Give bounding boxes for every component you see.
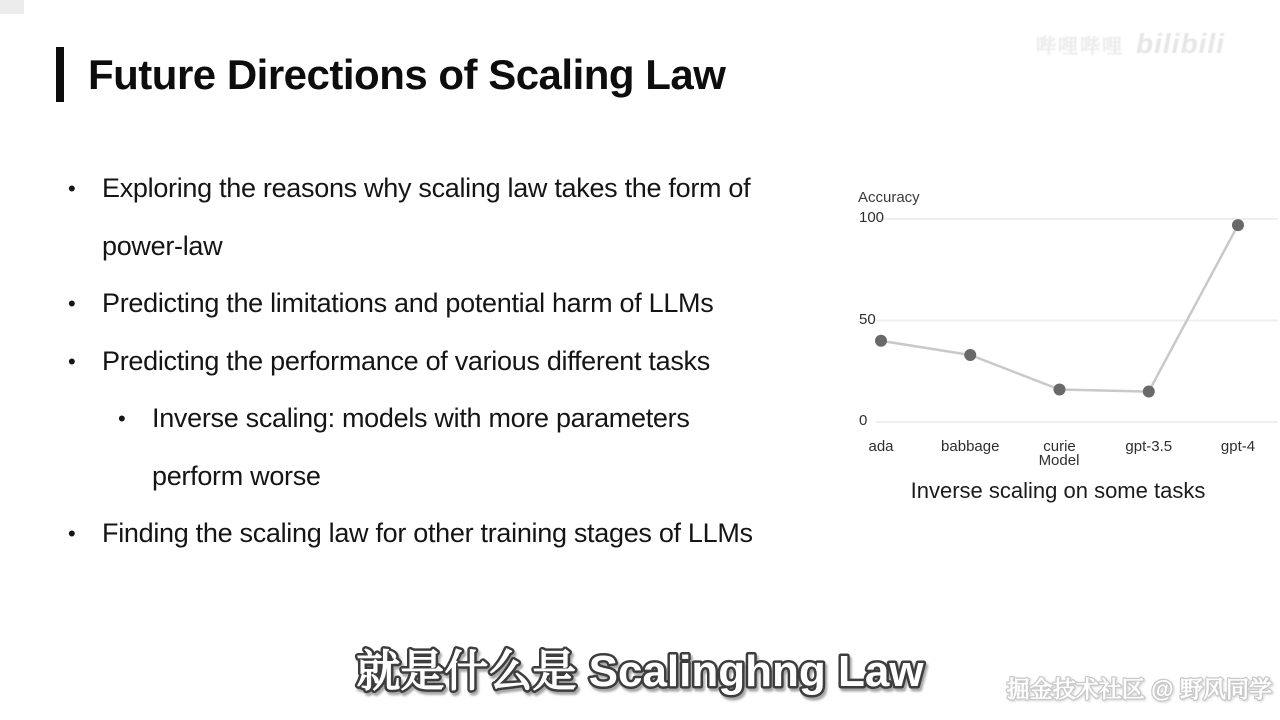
list-item	[68, 160, 868, 275]
bullet-marker: •	[68, 176, 76, 201]
bullet-line: Predicting the limitations and potential harm of LLMs	[102, 288, 714, 318]
y-tick-label: 0	[859, 412, 868, 429]
chart-caption: Inverse scaling on some tasks	[910, 478, 1206, 503]
bullet-marker: •	[68, 348, 76, 374]
x-axis-title: Model	[1038, 452, 1080, 469]
bullet-text	[102, 505, 753, 563]
x-tick-label: ada	[868, 438, 894, 455]
data-point	[964, 349, 976, 361]
inverse-scaling-chart	[848, 186, 1280, 526]
list-item-sub	[118, 390, 868, 505]
credit-text: 掘金技术社区 @ 野风同学	[1006, 676, 1272, 702]
list-item	[68, 505, 868, 563]
page-title: Future Directions of Scaling Law	[88, 51, 726, 98]
data-point	[875, 335, 887, 347]
list-item	[68, 275, 868, 333]
bullet-marker: •	[118, 406, 126, 431]
y-tick-label: 50	[859, 310, 876, 328]
title-accent-bar	[56, 47, 64, 102]
x-tick-label: gpt-4	[1220, 438, 1256, 455]
y-axis-title: Accuracy	[858, 189, 920, 206]
subtitle-text: 就是什么是 Scalinghng Law	[356, 647, 924, 696]
x-tick-label: babbage	[941, 438, 1000, 455]
data-point	[1232, 219, 1244, 231]
series-line	[881, 225, 1238, 391]
list-item	[68, 333, 868, 391]
bullet-text	[102, 333, 710, 391]
slide-title-block	[56, 47, 725, 102]
bullet-text	[102, 160, 750, 275]
bullet-marker: •	[68, 291, 76, 316]
bullet-line: perform worse	[152, 460, 321, 491]
inverse-scaling-plot	[848, 186, 1280, 436]
x-tick-label: curie	[1043, 438, 1076, 455]
credit-badge	[950, 666, 1280, 710]
bullet-line: Finding the scaling law for other training stages of LLMs	[102, 518, 753, 548]
bullet-line: power-law	[102, 230, 223, 261]
x-tick-label: gpt-3.5	[1125, 438, 1173, 455]
y-tick-label: 100	[859, 209, 885, 226]
data-point	[1054, 384, 1066, 396]
data-point	[1143, 386, 1155, 398]
bullet-line: Predicting the performance of various different tasks	[102, 345, 710, 376]
bilibili-logo: bilibili	[1136, 28, 1225, 59]
bullet-line: Exploring the reasons why scaling law takes the form of	[102, 173, 751, 203]
bullet-marker: •	[68, 521, 76, 546]
bullet-line: Inverse scaling: models with more parameters	[152, 403, 690, 433]
player-corner-artifact	[0, 0, 24, 14]
bilibili-watermark-text: 哔哩哔哩	[1036, 35, 1124, 58]
bullet-text	[152, 390, 690, 505]
bullet-text	[102, 275, 713, 333]
bullet-list	[68, 160, 868, 563]
bilibili-watermark	[1036, 28, 1225, 60]
